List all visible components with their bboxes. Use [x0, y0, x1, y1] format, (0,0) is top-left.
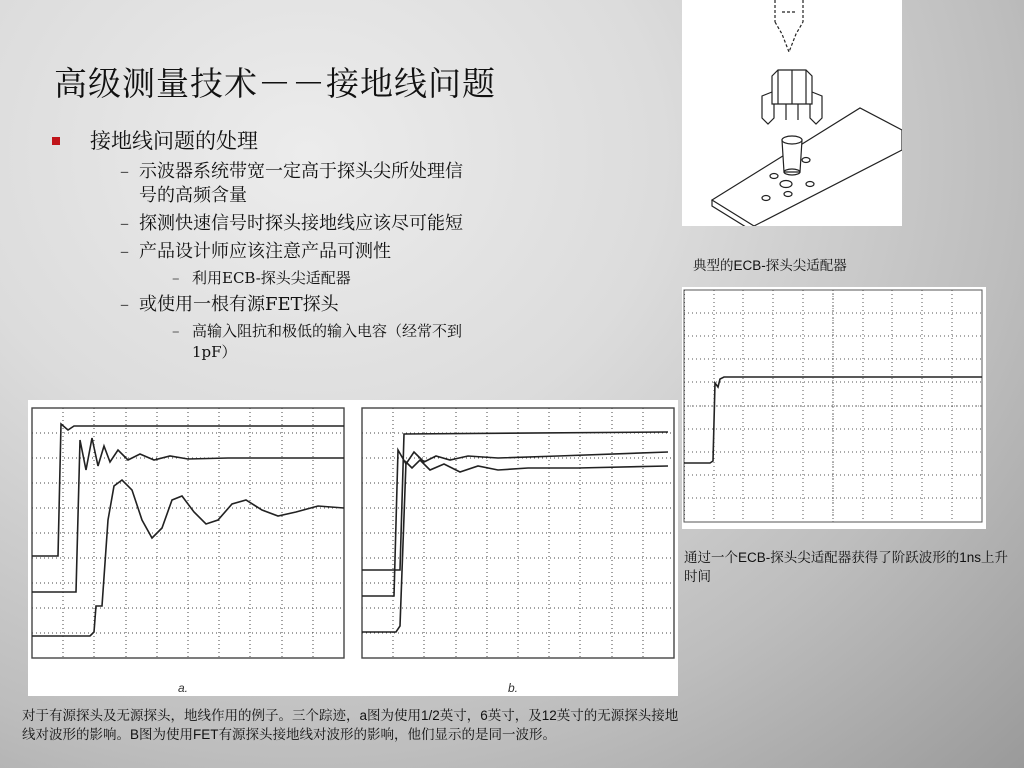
bullet-item — [52, 293, 512, 317]
dash-icon: – — [120, 241, 129, 262]
dash-icon: – — [120, 161, 129, 182]
dash-icon: – — [172, 322, 180, 340]
scope-comparison-drawing — [28, 400, 678, 696]
scope-label-b: b. — [508, 681, 519, 695]
scope-label-a: a. — [178, 681, 189, 695]
bullet-subitem — [52, 268, 512, 289]
dash-icon: – — [172, 269, 180, 287]
scope-comparison-figure — [28, 400, 678, 696]
step-caption: 通过一个ECB-探头尖适配器获得了阶跃波形的1ns上升时间 — [684, 550, 1009, 584]
bottom-caption: 对于有源探头及无源探头，地线作用的例子。三个踪迹，a图为使用1/2英寸，6英寸，及12英寸的无源探头接地线对波形的影响。B图为使用FET有源探头接地线对波形的影响，他们显示的是同一波形。 — [22, 708, 679, 742]
bullet-item-text: 探测快速信号时探头接地线应该尽可能短 — [139, 213, 463, 234]
step-response-graticule — [682, 287, 986, 529]
bullet-level1-text: 接地线问题的处理 — [90, 129, 258, 153]
adapter-illustration — [682, 0, 902, 226]
bullet-item — [52, 160, 512, 208]
bullet-level1 — [52, 126, 512, 156]
adapter-caption: 典型的ECB-探头尖适配器 — [693, 258, 847, 273]
bullet-item-text: 产品设计师应该注意产品可测性 — [139, 241, 391, 262]
trace-b-3 — [362, 460, 668, 632]
step-response-plot — [682, 287, 986, 529]
bullet-subitem-text: 利用ECB-探头尖适配器 — [192, 269, 351, 287]
dash-icon: – — [120, 213, 129, 234]
trace-b-1 — [362, 432, 668, 570]
square-bullet-icon — [52, 137, 60, 145]
bullet-item-text: 示波器系统带宽一定高于探头尖所处理信号的高频含量 — [139, 161, 463, 206]
bullet-item-text: 或使用一根有源FET探头 — [139, 294, 339, 315]
bullet-subitem — [52, 321, 512, 363]
bullet-subitem-text: 高输入阻抗和极低的输入电容（经常不到1pF） — [192, 322, 463, 361]
trace-b-2 — [362, 450, 668, 596]
ecb-adapter-drawing — [682, 0, 902, 226]
bullet-list — [52, 126, 512, 367]
dash-icon: – — [120, 294, 129, 315]
bullet-item — [52, 212, 512, 236]
bullet-item — [52, 240, 512, 264]
page-title: 高级测量技术－－接地线问题 — [54, 64, 496, 103]
